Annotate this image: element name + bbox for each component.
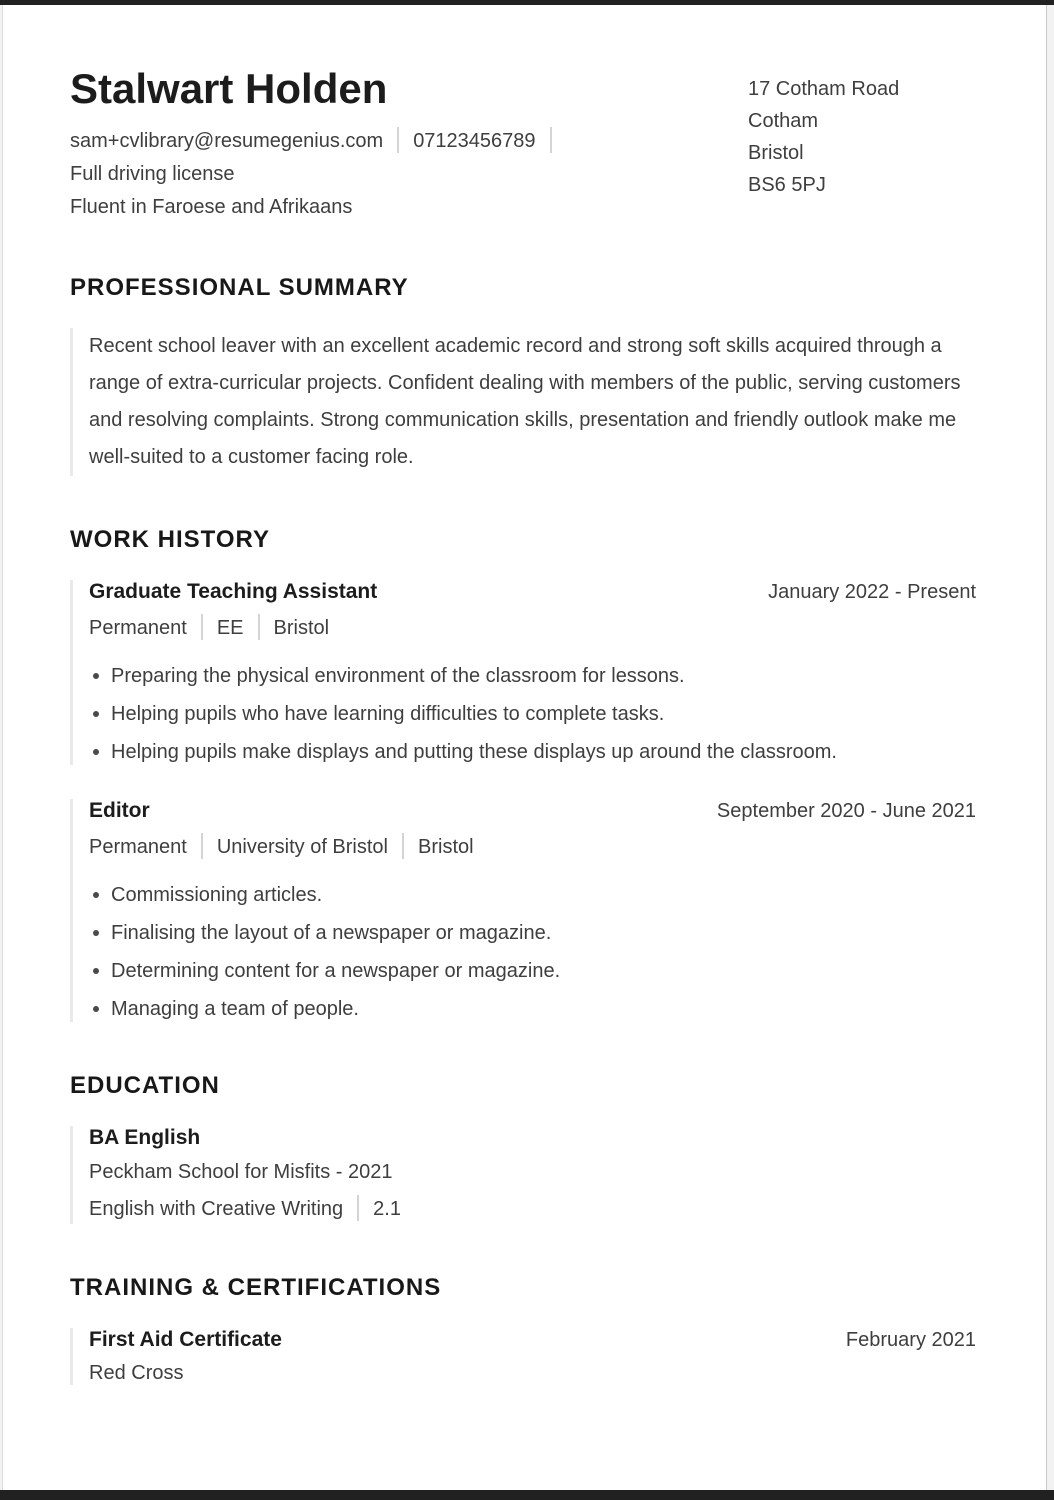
bullet-item: Determining content for a newspaper or magazine. bbox=[89, 958, 976, 984]
section-certifications bbox=[70, 1274, 976, 1385]
summary-block bbox=[70, 328, 976, 476]
employment-type: Permanent bbox=[89, 617, 187, 640]
contact-separator bbox=[397, 127, 399, 153]
summary-paragraph: Recent school leaver with an excellent academic record and strong soft skills acquired through a range of extra-curricular projects. Confident dealing with members of the public, serving customers and resolving complaints. Strong communication skills, presentation and friendly outlook make me well-suited to a customer facing role. bbox=[89, 335, 961, 469]
job-bullet-list bbox=[89, 663, 976, 765]
job-dates: September 2020 - June 2021 bbox=[716, 800, 976, 823]
job-location: Bristol bbox=[273, 617, 330, 640]
contact-line-1 bbox=[70, 125, 566, 158]
phone-text: 07123456789 bbox=[413, 130, 536, 153]
education-entry bbox=[70, 1126, 976, 1224]
meta-separator bbox=[402, 833, 404, 859]
page-title: Stalwart Holden bbox=[70, 65, 388, 112]
job-entry-header bbox=[89, 799, 976, 823]
job-meta bbox=[89, 832, 976, 862]
employment-type: Permanent bbox=[89, 836, 187, 859]
certification-issuer: Red Cross bbox=[89, 1362, 184, 1385]
section-education bbox=[70, 1072, 976, 1224]
job-meta bbox=[89, 613, 976, 643]
degree-title: BA English bbox=[89, 1126, 201, 1150]
bullet-item: Preparing the physical environment of the classroom for lessons. bbox=[89, 663, 976, 689]
contact-separator bbox=[550, 127, 552, 153]
job-dates: January 2022 - Present bbox=[768, 581, 976, 604]
job-entry-header bbox=[89, 580, 976, 604]
page-bottom-bar bbox=[0, 1490, 1054, 1500]
employer-name: University of Bristol bbox=[216, 836, 388, 859]
languages-text: Fluent in Faroese and Afrikaans bbox=[70, 196, 353, 219]
school-year-line: Peckham School for Misfits - 2021 bbox=[89, 1161, 393, 1184]
cv-page bbox=[2, 5, 1047, 1490]
certification-entry-header bbox=[89, 1328, 976, 1352]
job-entry bbox=[70, 799, 976, 1022]
certification-entry bbox=[70, 1328, 976, 1385]
section-heading: TRAINING & CERTIFICATIONS bbox=[70, 1274, 442, 1302]
driving-license-text: Full driving license bbox=[70, 163, 235, 186]
address-block bbox=[748, 65, 976, 224]
meta-separator bbox=[201, 833, 203, 859]
address-line: Cotham bbox=[748, 110, 819, 132]
job-location: Bristol bbox=[418, 836, 474, 859]
bullet-item: Helping pupils make displays and putting these displays up around the classroom. bbox=[89, 739, 976, 765]
section-professional-summary bbox=[70, 274, 976, 476]
section-heading: PROFESSIONAL SUMMARY bbox=[70, 274, 409, 302]
cv-header bbox=[70, 65, 976, 224]
subject-text: English with Creative Writing bbox=[89, 1198, 344, 1221]
bullet-item: Managing a team of people. bbox=[89, 996, 976, 1022]
meta-separator bbox=[201, 614, 203, 640]
bullet-item: Helping pupils who have learning difficulties to complete tasks. bbox=[89, 701, 976, 727]
job-title: Graduate Teaching Assistant bbox=[89, 580, 378, 604]
job-bullet-list bbox=[89, 882, 976, 1022]
email-text: sam+cvlibrary@resumegenius.com bbox=[70, 130, 384, 153]
job-title: Editor bbox=[89, 799, 150, 823]
contact-details bbox=[70, 125, 566, 224]
meta-separator bbox=[258, 614, 260, 640]
certification-title: First Aid Certificate bbox=[89, 1328, 282, 1352]
identity-block bbox=[70, 65, 566, 224]
grade-text: 2.1 bbox=[373, 1198, 401, 1221]
address-line: Bristol bbox=[748, 142, 804, 164]
job-entry bbox=[70, 580, 976, 765]
subject-grade-line bbox=[89, 1194, 976, 1224]
bullet-item: Finalising the layout of a newspaper or magazine. bbox=[89, 920, 976, 946]
address-line: 17 Cotham Road bbox=[748, 78, 900, 100]
meta-separator bbox=[357, 1195, 359, 1221]
section-heading: WORK HISTORY bbox=[70, 526, 271, 554]
address-line: BS6 5PJ bbox=[748, 174, 826, 196]
certification-date: February 2021 bbox=[845, 1329, 976, 1352]
employer-name: EE bbox=[216, 617, 244, 640]
section-heading: EDUCATION bbox=[70, 1072, 220, 1100]
bullet-item: Commissioning articles. bbox=[89, 882, 976, 908]
section-work-history bbox=[70, 526, 976, 1022]
